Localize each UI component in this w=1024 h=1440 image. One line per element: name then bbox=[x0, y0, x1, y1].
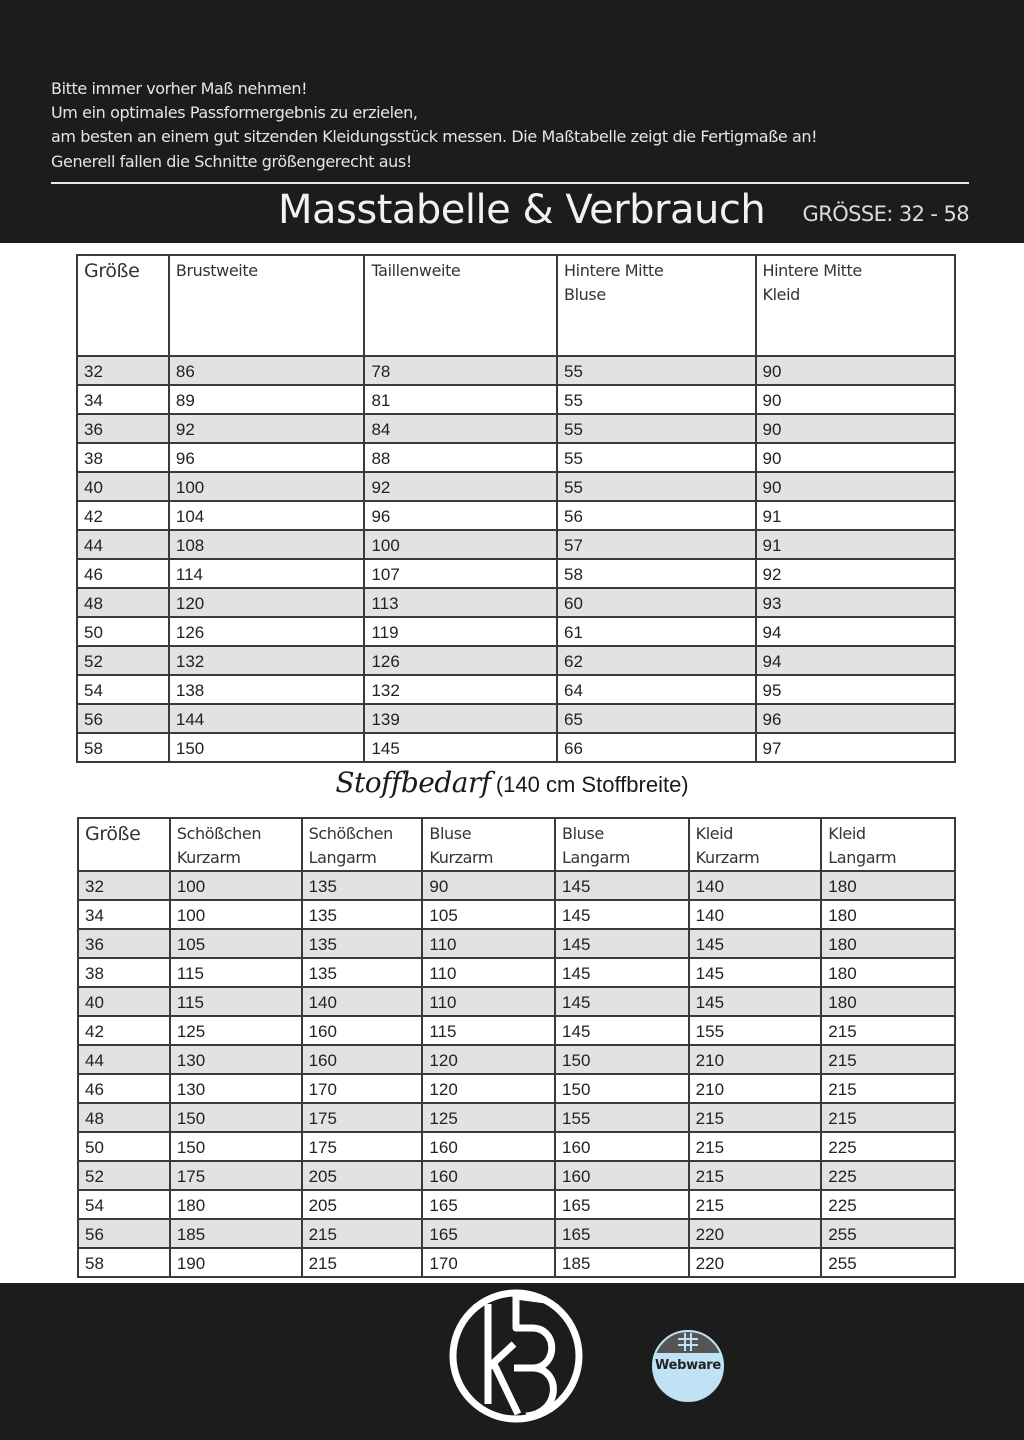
table-cell: 210 bbox=[689, 1074, 822, 1103]
table-row bbox=[77, 385, 955, 414]
table-cell: 94 bbox=[756, 617, 956, 646]
table-cell: 78 bbox=[364, 356, 557, 385]
size-range: GRÖSSE: 32 - 58 bbox=[802, 202, 969, 226]
table-cell: 135 bbox=[302, 929, 423, 958]
table-cell: 160 bbox=[422, 1132, 555, 1161]
table-cell: 140 bbox=[689, 871, 822, 900]
table-cell: 150 bbox=[555, 1045, 689, 1074]
table-row bbox=[77, 501, 955, 530]
table-cell: 90 bbox=[756, 385, 956, 414]
table-cell: 255 bbox=[821, 1248, 955, 1277]
table-cell: 55 bbox=[557, 385, 755, 414]
table-cell: 86 bbox=[169, 356, 365, 385]
table-cell: 150 bbox=[555, 1074, 689, 1103]
table-cell: 160 bbox=[555, 1161, 689, 1190]
table-cell: 81 bbox=[364, 385, 557, 414]
table-cell: 113 bbox=[364, 588, 557, 617]
table-row bbox=[78, 900, 955, 929]
table-cell: 92 bbox=[169, 414, 365, 443]
table-cell: 145 bbox=[555, 958, 689, 987]
table-cell: 93 bbox=[756, 588, 956, 617]
table-row bbox=[77, 617, 955, 646]
table-cell: 185 bbox=[555, 1248, 689, 1277]
fabric-section-title bbox=[0, 766, 1024, 799]
table-cell: 104 bbox=[169, 501, 365, 530]
table-cell: 34 bbox=[77, 385, 169, 414]
table-cell: 60 bbox=[557, 588, 755, 617]
table-cell: 155 bbox=[555, 1103, 689, 1132]
table-cell: 132 bbox=[364, 675, 557, 704]
table-cell: 114 bbox=[169, 559, 365, 588]
table-cell: 144 bbox=[169, 704, 365, 733]
table-cell: 91 bbox=[756, 501, 956, 530]
table-row bbox=[78, 1190, 955, 1219]
table-cell: 135 bbox=[302, 958, 423, 987]
table-cell: 105 bbox=[422, 900, 555, 929]
table-cell: 115 bbox=[422, 1016, 555, 1045]
column-header: Schößchen Langarm bbox=[302, 818, 423, 871]
table-cell: 108 bbox=[169, 530, 365, 559]
table-cell: 58 bbox=[557, 559, 755, 588]
table-cell: 180 bbox=[821, 987, 955, 1016]
column-header: Bluse Langarm bbox=[555, 818, 689, 871]
table-cell: 50 bbox=[77, 617, 169, 646]
table-cell: 40 bbox=[77, 472, 169, 501]
table-cell: 54 bbox=[77, 675, 169, 704]
table-row bbox=[78, 1248, 955, 1277]
column-header: Brustweite bbox=[169, 255, 365, 356]
table-cell: 96 bbox=[364, 501, 557, 530]
table-cell: 120 bbox=[422, 1045, 555, 1074]
table-row bbox=[78, 1074, 955, 1103]
table-cell: 215 bbox=[689, 1190, 822, 1219]
table-cell: 180 bbox=[170, 1190, 302, 1219]
table-row bbox=[78, 1045, 955, 1074]
table-cell: 225 bbox=[821, 1161, 955, 1190]
table-cell: 145 bbox=[364, 733, 557, 762]
table-cell: 165 bbox=[422, 1190, 555, 1219]
table-row bbox=[78, 1103, 955, 1132]
intro-text bbox=[51, 77, 971, 174]
column-header: Kleid Langarm bbox=[821, 818, 955, 871]
table-cell: 175 bbox=[170, 1161, 302, 1190]
table-cell: 97 bbox=[756, 733, 956, 762]
table-cell: 215 bbox=[302, 1219, 423, 1248]
webware-label: Webware bbox=[655, 1358, 721, 1373]
column-header: Hintere Mitte Kleid bbox=[756, 255, 956, 356]
table-cell: 220 bbox=[689, 1219, 822, 1248]
table-cell: 215 bbox=[302, 1248, 423, 1277]
table-cell: 100 bbox=[170, 871, 302, 900]
column-header: Größe bbox=[78, 818, 170, 871]
table-cell: 165 bbox=[555, 1190, 689, 1219]
table-cell: 126 bbox=[169, 617, 365, 646]
table-cell: 145 bbox=[555, 987, 689, 1016]
table-row bbox=[78, 1016, 955, 1045]
table-cell: 135 bbox=[302, 871, 423, 900]
table-cell: 125 bbox=[422, 1103, 555, 1132]
table-cell: 48 bbox=[77, 588, 169, 617]
table-cell: 84 bbox=[364, 414, 557, 443]
table-cell: 52 bbox=[77, 646, 169, 675]
table-row bbox=[78, 958, 955, 987]
column-header: Größe bbox=[77, 255, 169, 356]
table-cell: 46 bbox=[78, 1074, 170, 1103]
table-cell: 225 bbox=[821, 1190, 955, 1219]
table-cell: 90 bbox=[756, 443, 956, 472]
table-cell: 115 bbox=[170, 958, 302, 987]
table-cell: 96 bbox=[756, 704, 956, 733]
table-row bbox=[77, 530, 955, 559]
table-cell: 38 bbox=[78, 958, 170, 987]
table-cell: 215 bbox=[689, 1161, 822, 1190]
table-cell: 215 bbox=[821, 1074, 955, 1103]
table-cell: 32 bbox=[78, 871, 170, 900]
table-cell: 205 bbox=[302, 1161, 423, 1190]
table-cell: 150 bbox=[170, 1103, 302, 1132]
table-cell: 42 bbox=[77, 501, 169, 530]
table-cell: 175 bbox=[302, 1103, 423, 1132]
table-cell: 56 bbox=[77, 704, 169, 733]
table-row bbox=[78, 1132, 955, 1161]
table-cell: 94 bbox=[756, 646, 956, 675]
table-row bbox=[77, 588, 955, 617]
fabric-table bbox=[77, 817, 956, 1278]
table-cell: 54 bbox=[78, 1190, 170, 1219]
table-cell: 110 bbox=[422, 929, 555, 958]
table-cell: 88 bbox=[364, 443, 557, 472]
k3-logo-icon bbox=[446, 1286, 586, 1426]
table-row bbox=[77, 704, 955, 733]
table-cell: 140 bbox=[302, 987, 423, 1016]
table-cell: 36 bbox=[78, 929, 170, 958]
column-header: Schößchen Kurzarm bbox=[170, 818, 302, 871]
column-header: Hintere Mitte Bluse bbox=[557, 255, 755, 356]
table-cell: 92 bbox=[364, 472, 557, 501]
table-cell: 62 bbox=[557, 646, 755, 675]
table-cell: 44 bbox=[78, 1045, 170, 1074]
table-cell: 42 bbox=[78, 1016, 170, 1045]
intro-line: Generell fallen die Schnitte größengerecht aus! bbox=[51, 151, 412, 171]
table-cell: 55 bbox=[557, 472, 755, 501]
table-cell: 90 bbox=[422, 871, 555, 900]
table-cell: 115 bbox=[170, 987, 302, 1016]
table-cell: 130 bbox=[170, 1045, 302, 1074]
table-cell: 48 bbox=[78, 1103, 170, 1132]
table-cell: 90 bbox=[756, 414, 956, 443]
intro-line: am besten an einem gut sitzenden Kleidungsstück messen. Die Maßtabelle zeigt die Fertigmaße an! bbox=[51, 127, 818, 147]
table-row bbox=[78, 1219, 955, 1248]
table-cell: 180 bbox=[821, 958, 955, 987]
column-header: Kleid Kurzarm bbox=[689, 818, 822, 871]
table-cell: 160 bbox=[302, 1045, 423, 1074]
table-cell: 100 bbox=[364, 530, 557, 559]
table-cell: 38 bbox=[77, 443, 169, 472]
table-cell: 225 bbox=[821, 1132, 955, 1161]
table-cell: 138 bbox=[169, 675, 365, 704]
table-row bbox=[77, 414, 955, 443]
table-row bbox=[77, 443, 955, 472]
table-cell: 119 bbox=[364, 617, 557, 646]
measurements-table bbox=[76, 254, 956, 763]
table-cell: 34 bbox=[78, 900, 170, 929]
table-cell: 32 bbox=[77, 356, 169, 385]
table-cell: 180 bbox=[821, 929, 955, 958]
table-cell: 170 bbox=[302, 1074, 423, 1103]
table-cell: 205 bbox=[302, 1190, 423, 1219]
intro-line: Bitte immer vorher Maß nehmen! bbox=[51, 79, 308, 98]
table-cell: 58 bbox=[78, 1248, 170, 1277]
table-row bbox=[77, 559, 955, 588]
table-cell: 55 bbox=[557, 414, 755, 443]
table-cell: 90 bbox=[756, 356, 956, 385]
table-cell: 61 bbox=[557, 617, 755, 646]
table-cell: 190 bbox=[170, 1248, 302, 1277]
table-cell: 160 bbox=[422, 1161, 555, 1190]
table-cell: 145 bbox=[555, 929, 689, 958]
table-row bbox=[77, 675, 955, 704]
table-cell: 215 bbox=[821, 1045, 955, 1074]
table-cell: 100 bbox=[169, 472, 365, 501]
table-cell: 185 bbox=[170, 1219, 302, 1248]
table-cell: 36 bbox=[77, 414, 169, 443]
table-cell: 139 bbox=[364, 704, 557, 733]
table-cell: 215 bbox=[689, 1132, 822, 1161]
table-header-row bbox=[78, 818, 955, 871]
table-cell: 92 bbox=[756, 559, 956, 588]
page-title: Masstabelle & Verbrauch bbox=[278, 187, 766, 233]
table-cell: 160 bbox=[555, 1132, 689, 1161]
table-cell: 215 bbox=[821, 1103, 955, 1132]
table-cell: 145 bbox=[689, 958, 822, 987]
table-row bbox=[78, 1161, 955, 1190]
table-cell: 140 bbox=[689, 900, 822, 929]
column-header: Taillenweite bbox=[364, 255, 557, 356]
table-cell: 220 bbox=[689, 1248, 822, 1277]
table-row bbox=[78, 929, 955, 958]
fabric-script-title: Stoffbedarf bbox=[335, 766, 491, 799]
table-row bbox=[78, 987, 955, 1016]
table-cell: 96 bbox=[169, 443, 365, 472]
table-cell: 165 bbox=[555, 1219, 689, 1248]
table-cell: 89 bbox=[169, 385, 365, 414]
table-cell: 180 bbox=[821, 900, 955, 929]
table-row bbox=[77, 472, 955, 501]
table-cell: 57 bbox=[557, 530, 755, 559]
table-cell: 180 bbox=[821, 871, 955, 900]
table-cell: 100 bbox=[170, 900, 302, 929]
table-cell: 44 bbox=[77, 530, 169, 559]
table-cell: 126 bbox=[364, 646, 557, 675]
table-cell: 105 bbox=[170, 929, 302, 958]
table-cell: 170 bbox=[422, 1248, 555, 1277]
intro-line: Um ein optimales Passformergebnis zu erzielen, bbox=[51, 103, 418, 123]
table-cell: 107 bbox=[364, 559, 557, 588]
table-cell: 50 bbox=[78, 1132, 170, 1161]
table-row bbox=[77, 646, 955, 675]
column-header: Bluse Kurzarm bbox=[422, 818, 555, 871]
table-row bbox=[77, 733, 955, 762]
table-cell: 130 bbox=[170, 1074, 302, 1103]
table-cell: 215 bbox=[821, 1016, 955, 1045]
table-row bbox=[77, 356, 955, 385]
table-cell: 110 bbox=[422, 987, 555, 1016]
table-header-row bbox=[77, 255, 955, 356]
table-cell: 120 bbox=[422, 1074, 555, 1103]
table-cell: 255 bbox=[821, 1219, 955, 1248]
fabric-subtitle: (140 cm Stoffbreite) bbox=[495, 772, 689, 797]
table-cell: 175 bbox=[302, 1132, 423, 1161]
table-cell: 58 bbox=[77, 733, 169, 762]
table-cell: 56 bbox=[78, 1219, 170, 1248]
table-cell: 66 bbox=[557, 733, 755, 762]
table-cell: 215 bbox=[689, 1103, 822, 1132]
table-cell: 95 bbox=[756, 675, 956, 704]
table-cell: 150 bbox=[170, 1132, 302, 1161]
table-cell: 155 bbox=[689, 1016, 822, 1045]
table-cell: 52 bbox=[78, 1161, 170, 1190]
table-cell: 135 bbox=[302, 900, 423, 929]
table-cell: 56 bbox=[557, 501, 755, 530]
table-cell: 64 bbox=[557, 675, 755, 704]
table-cell: 46 bbox=[77, 559, 169, 588]
table-cell: 120 bbox=[169, 588, 365, 617]
table-cell: 145 bbox=[555, 871, 689, 900]
header-divider bbox=[51, 182, 969, 184]
table-cell: 145 bbox=[555, 900, 689, 929]
table-cell: 150 bbox=[169, 733, 365, 762]
table-cell: 145 bbox=[689, 987, 822, 1016]
table-cell: 145 bbox=[555, 1016, 689, 1045]
table-cell: 165 bbox=[422, 1219, 555, 1248]
table-cell: 110 bbox=[422, 958, 555, 987]
table-cell: 210 bbox=[689, 1045, 822, 1074]
table-cell: 91 bbox=[756, 530, 956, 559]
table-cell: 55 bbox=[557, 356, 755, 385]
table-cell: 55 bbox=[557, 443, 755, 472]
table-cell: 160 bbox=[302, 1016, 423, 1045]
table-row bbox=[78, 871, 955, 900]
table-cell: 65 bbox=[557, 704, 755, 733]
table-cell: 132 bbox=[169, 646, 365, 675]
table-cell: 145 bbox=[689, 929, 822, 958]
table-cell: 90 bbox=[756, 472, 956, 501]
table-cell: 125 bbox=[170, 1016, 302, 1045]
table-cell: 40 bbox=[78, 987, 170, 1016]
